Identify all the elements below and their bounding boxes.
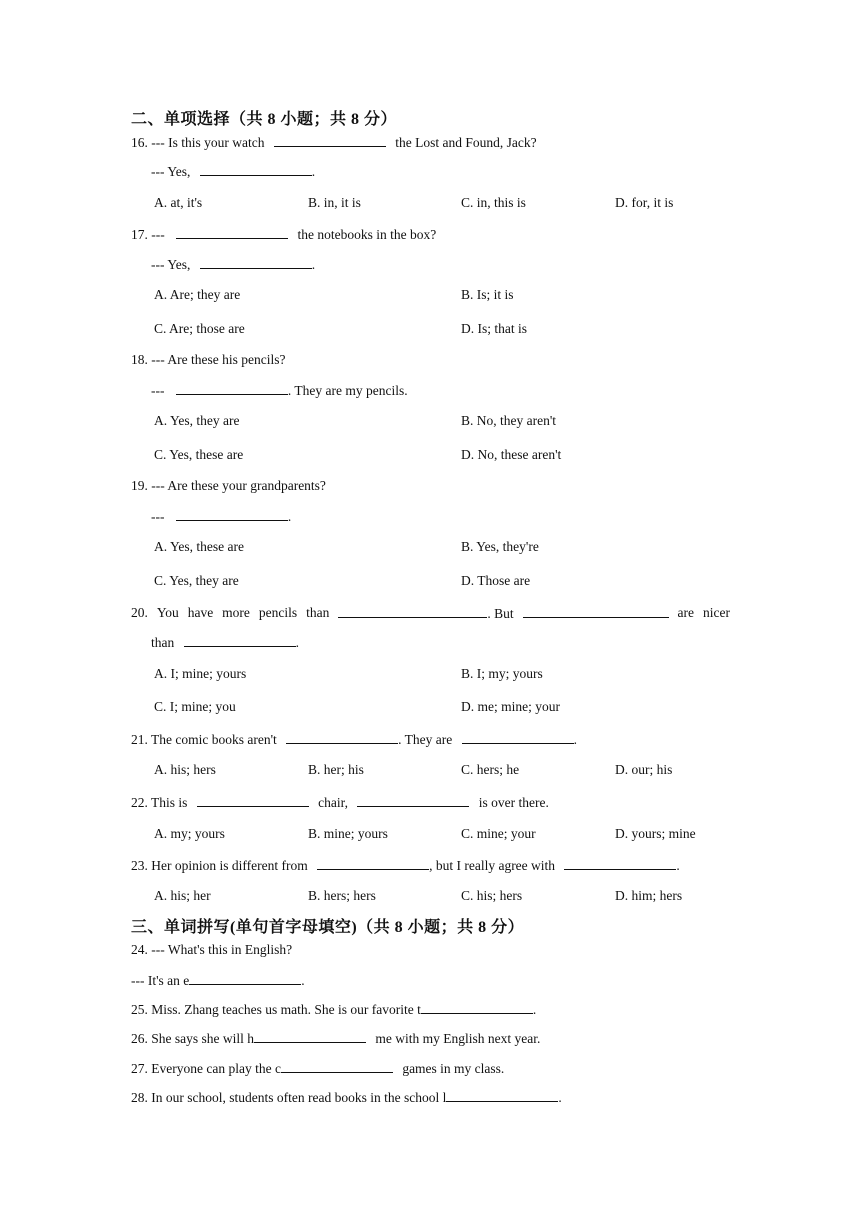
option-d[interactable]: D. for, it is	[615, 195, 674, 210]
question-word: You	[156, 605, 179, 620]
question-text: --- Yes,	[151, 257, 191, 272]
answer-blank-group	[338, 604, 513, 623]
answer-blank[interactable]	[189, 971, 301, 985]
option-b[interactable]: B. mine; yours	[308, 826, 388, 841]
question-20-line-2	[151, 633, 299, 652]
punctuation: .	[573, 732, 578, 747]
question-text: 28. In our school, students often read books in the school l	[131, 1090, 447, 1105]
answer-blank[interactable]	[197, 793, 309, 807]
question-text: the notebooks in the box?	[297, 227, 437, 242]
question-18-answer-line	[151, 381, 408, 400]
punctuation: .	[532, 1002, 537, 1017]
option-c[interactable]: C. Yes, they are	[154, 573, 239, 588]
option-c[interactable]: C. I; mine; you	[154, 699, 236, 714]
question-27	[131, 1059, 504, 1078]
answer-blank[interactable]	[184, 633, 296, 647]
punctuation: .	[287, 509, 292, 524]
option-b[interactable]: B. Yes, they're	[461, 539, 539, 554]
question-text: 16. --- Is this your watch	[131, 135, 265, 150]
question-text: 17. ---	[131, 227, 165, 242]
question-24: 24. --- What's this in English?	[131, 942, 293, 957]
answer-blank[interactable]	[421, 1000, 533, 1014]
question-text: chair,	[318, 795, 348, 810]
option-a[interactable]: A. Yes, these are	[154, 539, 244, 554]
section-title: 二、单项选择（共 8 小题；共 8 分）	[131, 111, 398, 128]
option-b[interactable]: B. in, it is	[308, 195, 361, 210]
option-d[interactable]: D. our; his	[615, 762, 673, 777]
punctuation: .	[301, 973, 305, 988]
question-text: than	[151, 635, 175, 650]
option-a[interactable]: A. his; hers	[154, 762, 216, 777]
answer-blank[interactable]	[200, 162, 312, 176]
question-text: . They are	[398, 732, 453, 747]
answer-blank[interactable]	[200, 255, 312, 269]
question-text: the Lost and Found, Jack?	[395, 135, 537, 150]
question-text: . They are my pencils.	[287, 383, 408, 398]
question-text: 27. Everyone can play the c	[131, 1061, 281, 1076]
question-word: have	[187, 605, 214, 620]
answer-blank[interactable]	[338, 604, 487, 618]
question-text: 26. She says she will h	[131, 1031, 254, 1046]
option-a[interactable]: A. his; her	[154, 888, 211, 903]
answer-blank[interactable]	[523, 604, 669, 618]
answer-blank[interactable]	[176, 381, 288, 395]
answer-blank[interactable]	[462, 730, 574, 744]
question-28	[131, 1088, 562, 1107]
option-c[interactable]: C. in, this is	[461, 195, 526, 210]
answer-blank[interactable]	[286, 730, 398, 744]
question-word: than	[306, 605, 330, 620]
question-text: , but I really agree with	[429, 858, 556, 873]
question-23	[131, 856, 680, 875]
question-26	[131, 1029, 540, 1048]
punctuation: .	[311, 164, 316, 179]
question-21	[131, 730, 577, 749]
option-c[interactable]: C. his; hers	[461, 888, 523, 903]
question-text: 21. The comic books aren't	[131, 732, 277, 747]
question-17-answer-line	[151, 255, 315, 274]
question-text: is over there.	[478, 795, 549, 810]
option-b[interactable]: B. her; his	[308, 762, 364, 777]
section-title: 三、单词拼写(单句首字母填空)（共 8 小题；共 8 分）	[131, 919, 525, 936]
option-a[interactable]: A. at, it's	[154, 195, 203, 210]
question-text: ---	[151, 509, 165, 524]
punctuation: .	[295, 635, 299, 650]
answer-blank[interactable]	[281, 1059, 393, 1073]
question-19-answer-line	[151, 507, 291, 526]
question-16	[131, 133, 537, 152]
option-c[interactable]: C. Are; those are	[154, 321, 245, 336]
answer-blank[interactable]	[254, 1029, 366, 1043]
question-word: pencils	[258, 605, 298, 620]
answer-blank[interactable]	[564, 856, 676, 870]
punctuation: .	[311, 257, 316, 272]
question-text: games in my class.	[402, 1061, 505, 1076]
question-word: more	[222, 605, 250, 620]
question-text: 25. Miss. Zhang teaches us math. She is our favorite t	[131, 1002, 421, 1017]
option-d[interactable]: D. him; hers	[615, 888, 683, 903]
question-24-answer-line	[131, 971, 305, 990]
option-c[interactable]: C. mine; your	[461, 826, 536, 841]
option-b[interactable]: B. Is; it is	[461, 287, 514, 302]
question-word: are	[677, 605, 695, 620]
question-text: 23. Her opinion is different from	[131, 858, 308, 873]
option-a[interactable]: A. my; yours	[154, 826, 225, 841]
question-text: ---	[151, 383, 165, 398]
punctuation: .	[558, 1090, 562, 1105]
punctuation: .	[676, 858, 680, 873]
answer-blank[interactable]	[176, 507, 288, 521]
question-22	[131, 793, 549, 812]
option-d[interactable]: D. Those are	[461, 573, 531, 588]
question-20	[131, 604, 730, 623]
question-18: 18. --- Are these his pencils?	[131, 352, 286, 367]
question-17	[131, 225, 436, 244]
question-25	[131, 1000, 536, 1019]
answer-blank[interactable]	[176, 225, 288, 239]
option-c[interactable]: C. Yes, these are	[154, 447, 244, 462]
option-d[interactable]: D. yours; mine	[615, 826, 696, 841]
answer-blank[interactable]	[274, 133, 386, 147]
option-a[interactable]: A. I; mine; yours	[154, 666, 247, 681]
option-c[interactable]: C. hers; he	[461, 762, 520, 777]
option-a[interactable]: A. Are; they are	[154, 287, 241, 302]
option-a[interactable]: A. Yes, they are	[154, 413, 240, 428]
question-text: . But	[487, 606, 514, 621]
option-b[interactable]: B. No, they aren't	[461, 413, 557, 428]
answer-blank[interactable]	[357, 793, 469, 807]
question-text: --- Yes,	[151, 164, 191, 179]
question-word: nicer	[702, 605, 730, 620]
question-16-answer-line	[151, 162, 315, 181]
question-text: --- It's an e	[131, 973, 190, 988]
question-word: 20.	[131, 605, 148, 620]
option-d[interactable]: D. Is; that is	[461, 321, 527, 336]
question-19: 19. --- Are these your grandparents?	[131, 478, 326, 493]
option-b[interactable]: B. I; my; yours	[461, 666, 543, 681]
answer-blank[interactable]	[317, 856, 429, 870]
question-text: 22. This is	[131, 795, 188, 810]
question-text: me with my English next year.	[375, 1031, 541, 1046]
answer-blank[interactable]	[446, 1088, 558, 1102]
option-d[interactable]: D. me; mine; your	[461, 699, 560, 714]
option-b[interactable]: B. hers; hers	[308, 888, 376, 903]
option-d[interactable]: D. No, these aren't	[461, 447, 562, 462]
